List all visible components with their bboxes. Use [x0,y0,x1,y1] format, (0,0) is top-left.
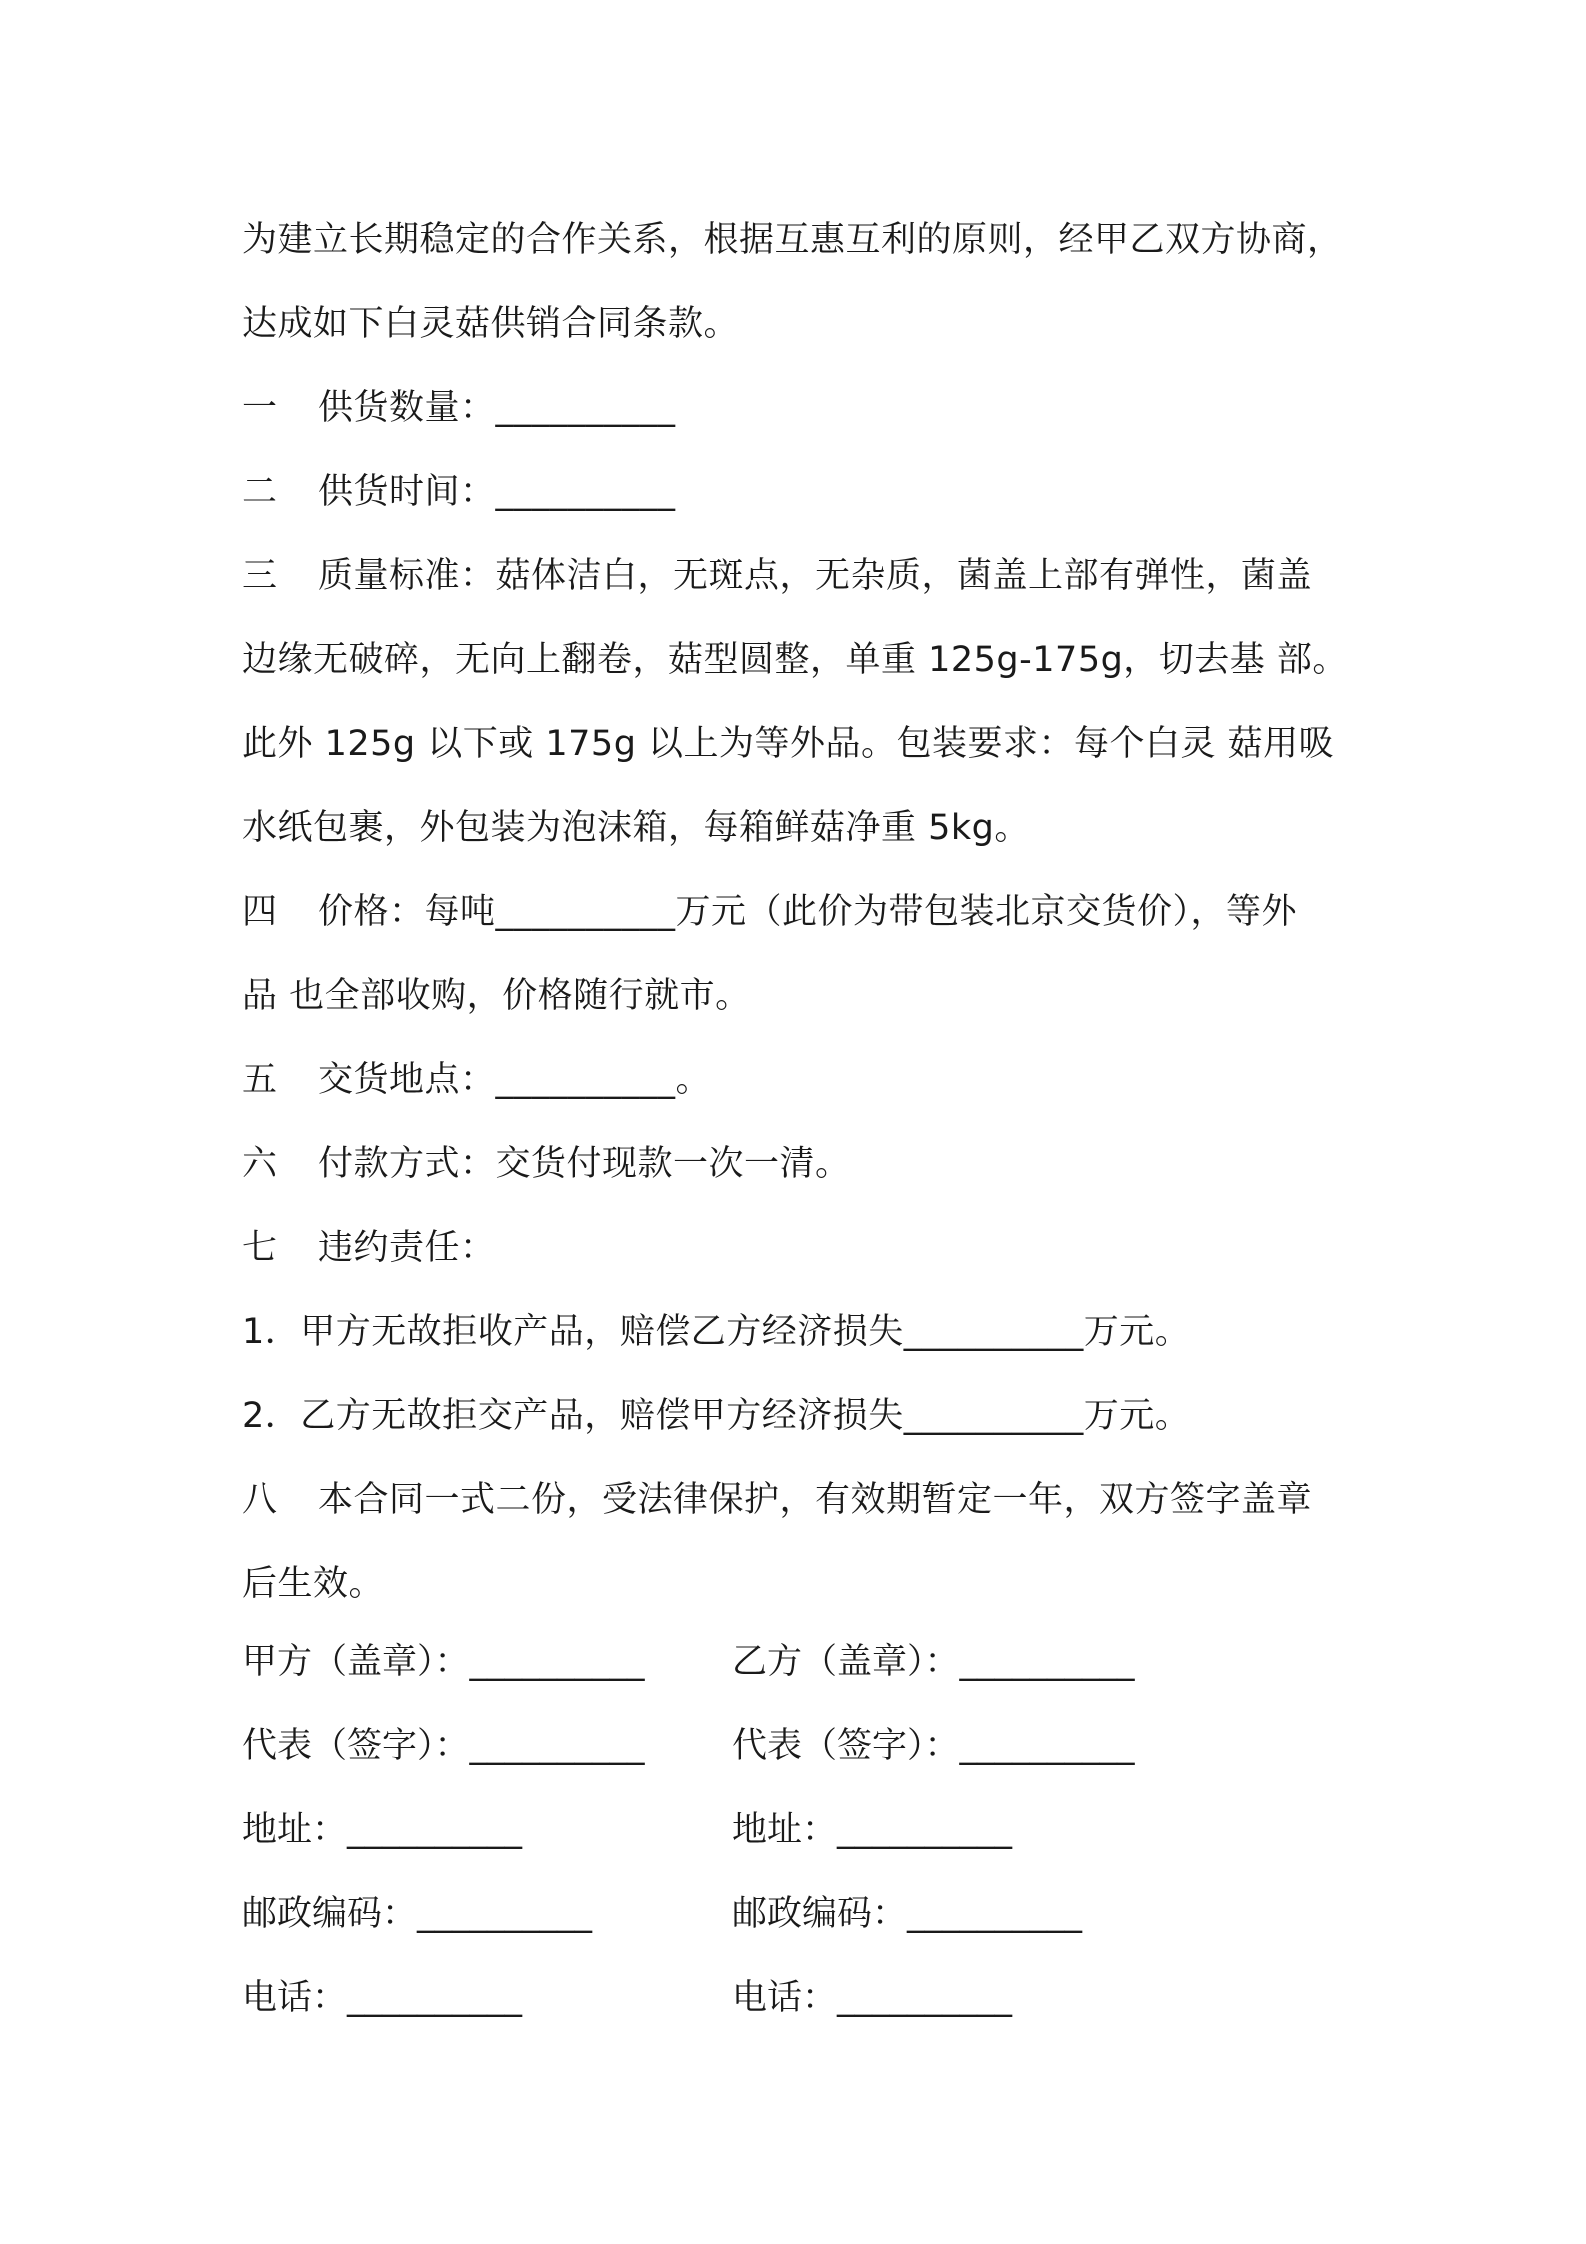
party-b-postcode: 邮政编码：__________ [732,1894,1083,1934]
party-a-phone: 电话：__________ [242,1978,523,2018]
clause-number: 八 [242,1480,278,1520]
clause-text: 本合同一式二份，受法律保护，有效期暂定一年，双方签字盖章 [318,1480,1313,1520]
clause-price [242,870,1362,954]
contract-body [242,198,1362,1626]
party-a-seal: 甲方（盖章）：__________ [242,1642,645,1682]
liability-item-1: 1．甲方无故拒收产品，赔偿乙方经济损失__________万元。 [242,1312,1191,1352]
intro-line-1: 为建立长期稳定的合作关系，根据互惠互利的原则，经甲乙双方协商， [242,220,1343,260]
clause-liability [242,1206,1362,1290]
party-b-representative: 代表（签字）：__________ [732,1726,1135,1766]
clause-text: 质量标准：菇体洁白，无斑点，无杂质，菌盖上部有弹性，菌盖 [318,556,1313,596]
clause-quantity [242,366,1362,450]
clause-number: 三 [242,556,278,596]
clause-text: 价格：每吨__________万元（此价为带包装北京交货价），等外 [318,892,1298,932]
party-b-address: 地址：__________ [732,1810,1013,1850]
clause-text: 交货地点：__________。 [318,1060,712,1100]
clause-text: 付款方式：交货付现款一次一清。 [318,1144,851,1184]
price-line-2: 品 也全部收购，价格随行就市。 [242,976,751,1016]
clause-number: 一 [242,388,278,428]
clause-number: 七 [242,1228,278,1268]
clause-validity [242,1458,1362,1542]
signature-row-postcode [242,1872,1362,1956]
party-b-phone: 电话：__________ [732,1978,1013,2018]
party-a-representative: 代表（签字）：__________ [242,1726,645,1766]
quality-line-3: 此外 125g 以下或 175g 以上为等外品。包装要求：每个白灵 菇用吸 [242,724,1335,764]
clause-number: 二 [242,472,278,512]
clause-text: 违约责任： [318,1228,496,1268]
validity-line-2: 后生效。 [242,1564,385,1604]
signature-block [242,1620,1362,2040]
clause-quality-standard [242,534,1362,618]
party-b-seal: 乙方（盖章）：__________ [732,1642,1135,1682]
intro-line-2: 达成如下白灵菇供销合同条款。 [242,304,740,344]
clause-delivery-time [242,450,1362,534]
clause-number: 六 [242,1144,278,1184]
signature-row-address [242,1788,1362,1872]
party-a-address: 地址：__________ [242,1810,523,1850]
signature-row-representative [242,1704,1362,1788]
liability-item-2: 2．乙方无故拒交产品，赔偿甲方经济损失__________万元。 [242,1396,1191,1436]
clause-text: 供货时间：__________ [318,472,676,512]
clause-text: 供货数量：__________ [318,388,676,428]
clause-number: 四 [242,892,278,932]
clause-payment [242,1122,1362,1206]
signature-row-seal [242,1620,1362,1704]
signature-row-phone [242,1956,1362,2040]
quality-line-4: 水纸包裹，外包装为泡沫箱，每箱鲜菇净重 5kg。 [242,808,1030,848]
quality-line-2: 边缘无破碎，无向上翻卷，菇型圆整，单重 125g-175g，切去基 部。 [242,640,1348,680]
clause-number: 五 [242,1060,278,1100]
clause-delivery-location [242,1038,1362,1122]
party-a-postcode: 邮政编码：__________ [242,1894,593,1934]
